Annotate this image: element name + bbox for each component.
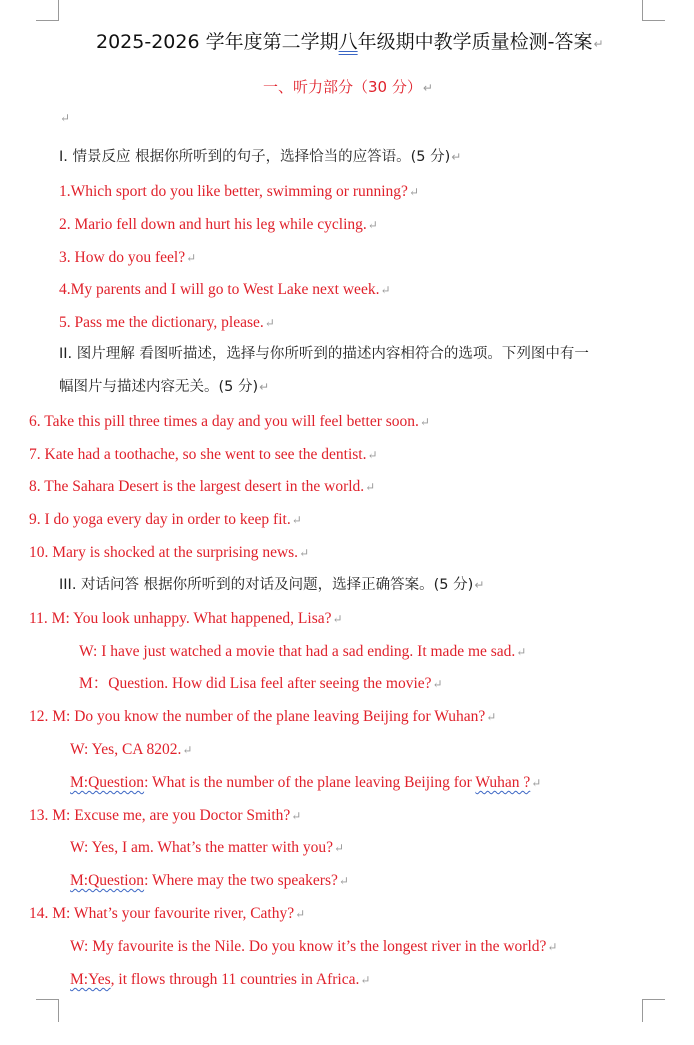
empty-paragraph — [59, 108, 70, 128]
list-item — [29, 477, 375, 497]
dialogue-text: 13. M: Excuse me, are you Doctor Smith? — [29, 807, 291, 824]
item-text: 7. Kate had a toothache, so she went to see the dentist. — [29, 446, 367, 463]
list-item — [59, 182, 419, 202]
grammar-flagged-text: M:Question — [70, 774, 145, 791]
part3-heading — [59, 575, 484, 595]
part3-heading-text: III. 对话问答 根据你所听到的对话及问题，选择正确答案。(5 分) — [59, 577, 474, 593]
paragraph-mark-icon — [368, 218, 378, 232]
dialogue-line — [70, 838, 344, 858]
item-text: 9. I do yoga every day in order to keep fit. — [29, 511, 291, 528]
grammar-flagged-text: M:Question — [70, 872, 145, 889]
paragraph-mark-icon — [291, 809, 301, 823]
dialogue-text: W: I have just watched a movie that had a sad ending. It made me sad. — [79, 643, 516, 660]
paragraph-mark-icon — [182, 743, 192, 757]
item-text: 5. Pass me the dictionary, please. — [59, 314, 264, 331]
dialogue-text: W: Yes, CA 8202. — [70, 741, 182, 758]
grammar-flagged-text: M:Yes — [70, 971, 111, 988]
dialogue-text: M：Question. How did Lisa feel after seeing the movie? — [79, 675, 432, 692]
list-item — [59, 313, 275, 333]
part2-heading-text: 幅图片与描述内容无关。(5 分) — [59, 379, 259, 395]
part2-heading-line1 — [59, 344, 589, 364]
list-item — [59, 280, 391, 300]
title-part-1: 2025-2026 学年度第二学期 — [96, 31, 339, 53]
paragraph-mark-icon — [339, 874, 349, 888]
page-corner-top-right — [642, 0, 665, 21]
dialogue-text: 12. M: Do you know the number of the plane leaving Beijing for Wuhan? — [29, 708, 486, 725]
dialogue-text: : Where may the two speakers? — [144, 872, 338, 889]
dialogue-line — [70, 871, 349, 891]
part1-heading — [59, 147, 461, 167]
paragraph-mark-icon — [547, 940, 557, 954]
paragraph-mark-icon — [365, 480, 375, 494]
paragraph-mark-icon — [334, 841, 344, 855]
document-title — [96, 32, 604, 54]
paragraph-mark-icon — [451, 150, 461, 164]
dialogue-line — [70, 740, 192, 760]
dialogue-line — [70, 773, 541, 793]
paragraph-mark-icon — [360, 973, 370, 987]
paragraph-mark-icon — [409, 185, 419, 199]
paragraph-mark-icon — [295, 907, 305, 921]
page-corner-top-left — [36, 0, 59, 21]
paragraph-mark-icon — [420, 415, 430, 429]
paragraph-mark-icon — [333, 612, 343, 626]
paragraph-mark-icon — [486, 710, 496, 724]
paragraph-mark-icon — [433, 677, 443, 691]
dialogue-text: : What is the number of the plane leaving Beijing for — [144, 774, 476, 791]
paragraph-mark-icon — [259, 380, 269, 394]
title-part-2: 年级期中教学质量检测-答案 — [357, 31, 593, 53]
paragraph-mark-icon — [299, 546, 309, 560]
dialogue-line — [29, 806, 301, 826]
dialogue-text: W: My favourite is the Nile. Do you know it’s the longest river in the world? — [70, 938, 547, 955]
paragraph-mark-icon — [423, 81, 433, 95]
paragraph-mark-icon — [380, 283, 390, 297]
item-text: 10. Mary is shocked at the surprising news. — [29, 544, 299, 561]
list-item — [29, 543, 309, 563]
section-heading-text: 一、听力部分（30 分） — [263, 78, 422, 96]
item-text: 3. How do you feel? — [59, 249, 186, 266]
item-text: 4.My parents and I will go to West Lake next week. — [59, 281, 380, 298]
item-text: 6. Take this pill three times a day and you will feel better soon. — [29, 413, 419, 430]
grammar-flagged-text: Wuhan ? — [475, 774, 531, 791]
paragraph-mark-icon — [186, 251, 196, 265]
dialogue-line — [70, 937, 557, 957]
part2-heading-line2 — [59, 377, 269, 397]
dialogue-text: , it flows through 11 countries in Africa. — [110, 971, 360, 988]
paragraph-mark-icon — [474, 578, 484, 592]
item-text: 2. Mario fell down and hurt his leg while cycling. — [59, 216, 367, 233]
paragraph-mark-icon — [516, 645, 526, 659]
paragraph-mark-icon — [367, 448, 377, 462]
part2-heading-text: II. 图片理解 看图听描述，选择与你所听到的描述内容相符合的选项。下列图中有一 — [59, 346, 589, 362]
dialogue-text: 11. M: You look unhappy. What happened, Lisa? — [29, 610, 332, 627]
list-item — [59, 248, 196, 268]
list-item — [29, 510, 302, 530]
list-item — [29, 412, 430, 432]
list-item — [59, 215, 378, 235]
paragraph-mark-icon — [292, 513, 302, 527]
item-text: 1.Which sport do you like better, swimming or running? — [59, 183, 408, 200]
dialogue-line — [70, 970, 370, 990]
item-text: 8. The Sahara Desert is the largest desert in the world. — [29, 478, 365, 495]
part1-heading-text: I. 情景反应 根据你所听到的句子，选择恰当的应答语。(5 分) — [59, 149, 451, 165]
dialogue-text: W: Yes, I am. What’s the matter with you? — [70, 839, 334, 856]
paragraph-mark-icon — [265, 316, 275, 330]
dialogue-line — [29, 609, 343, 629]
dialogue-line — [79, 642, 526, 662]
dialogue-line — [29, 904, 305, 924]
page-corner-bottom-right — [642, 999, 665, 1022]
section-heading-listening — [263, 77, 433, 98]
dialogue-line — [29, 707, 496, 727]
dialogue-text: 14. M: What’s your favourite river, Cathy? — [29, 905, 295, 922]
paragraph-mark-icon — [593, 37, 603, 51]
list-item — [29, 445, 378, 465]
paragraph-mark-icon — [60, 111, 70, 125]
paragraph-mark-icon — [531, 776, 541, 790]
title-flagged-char: 八 — [338, 31, 358, 53]
page-corner-bottom-left — [36, 999, 59, 1022]
dialogue-line — [79, 674, 443, 694]
